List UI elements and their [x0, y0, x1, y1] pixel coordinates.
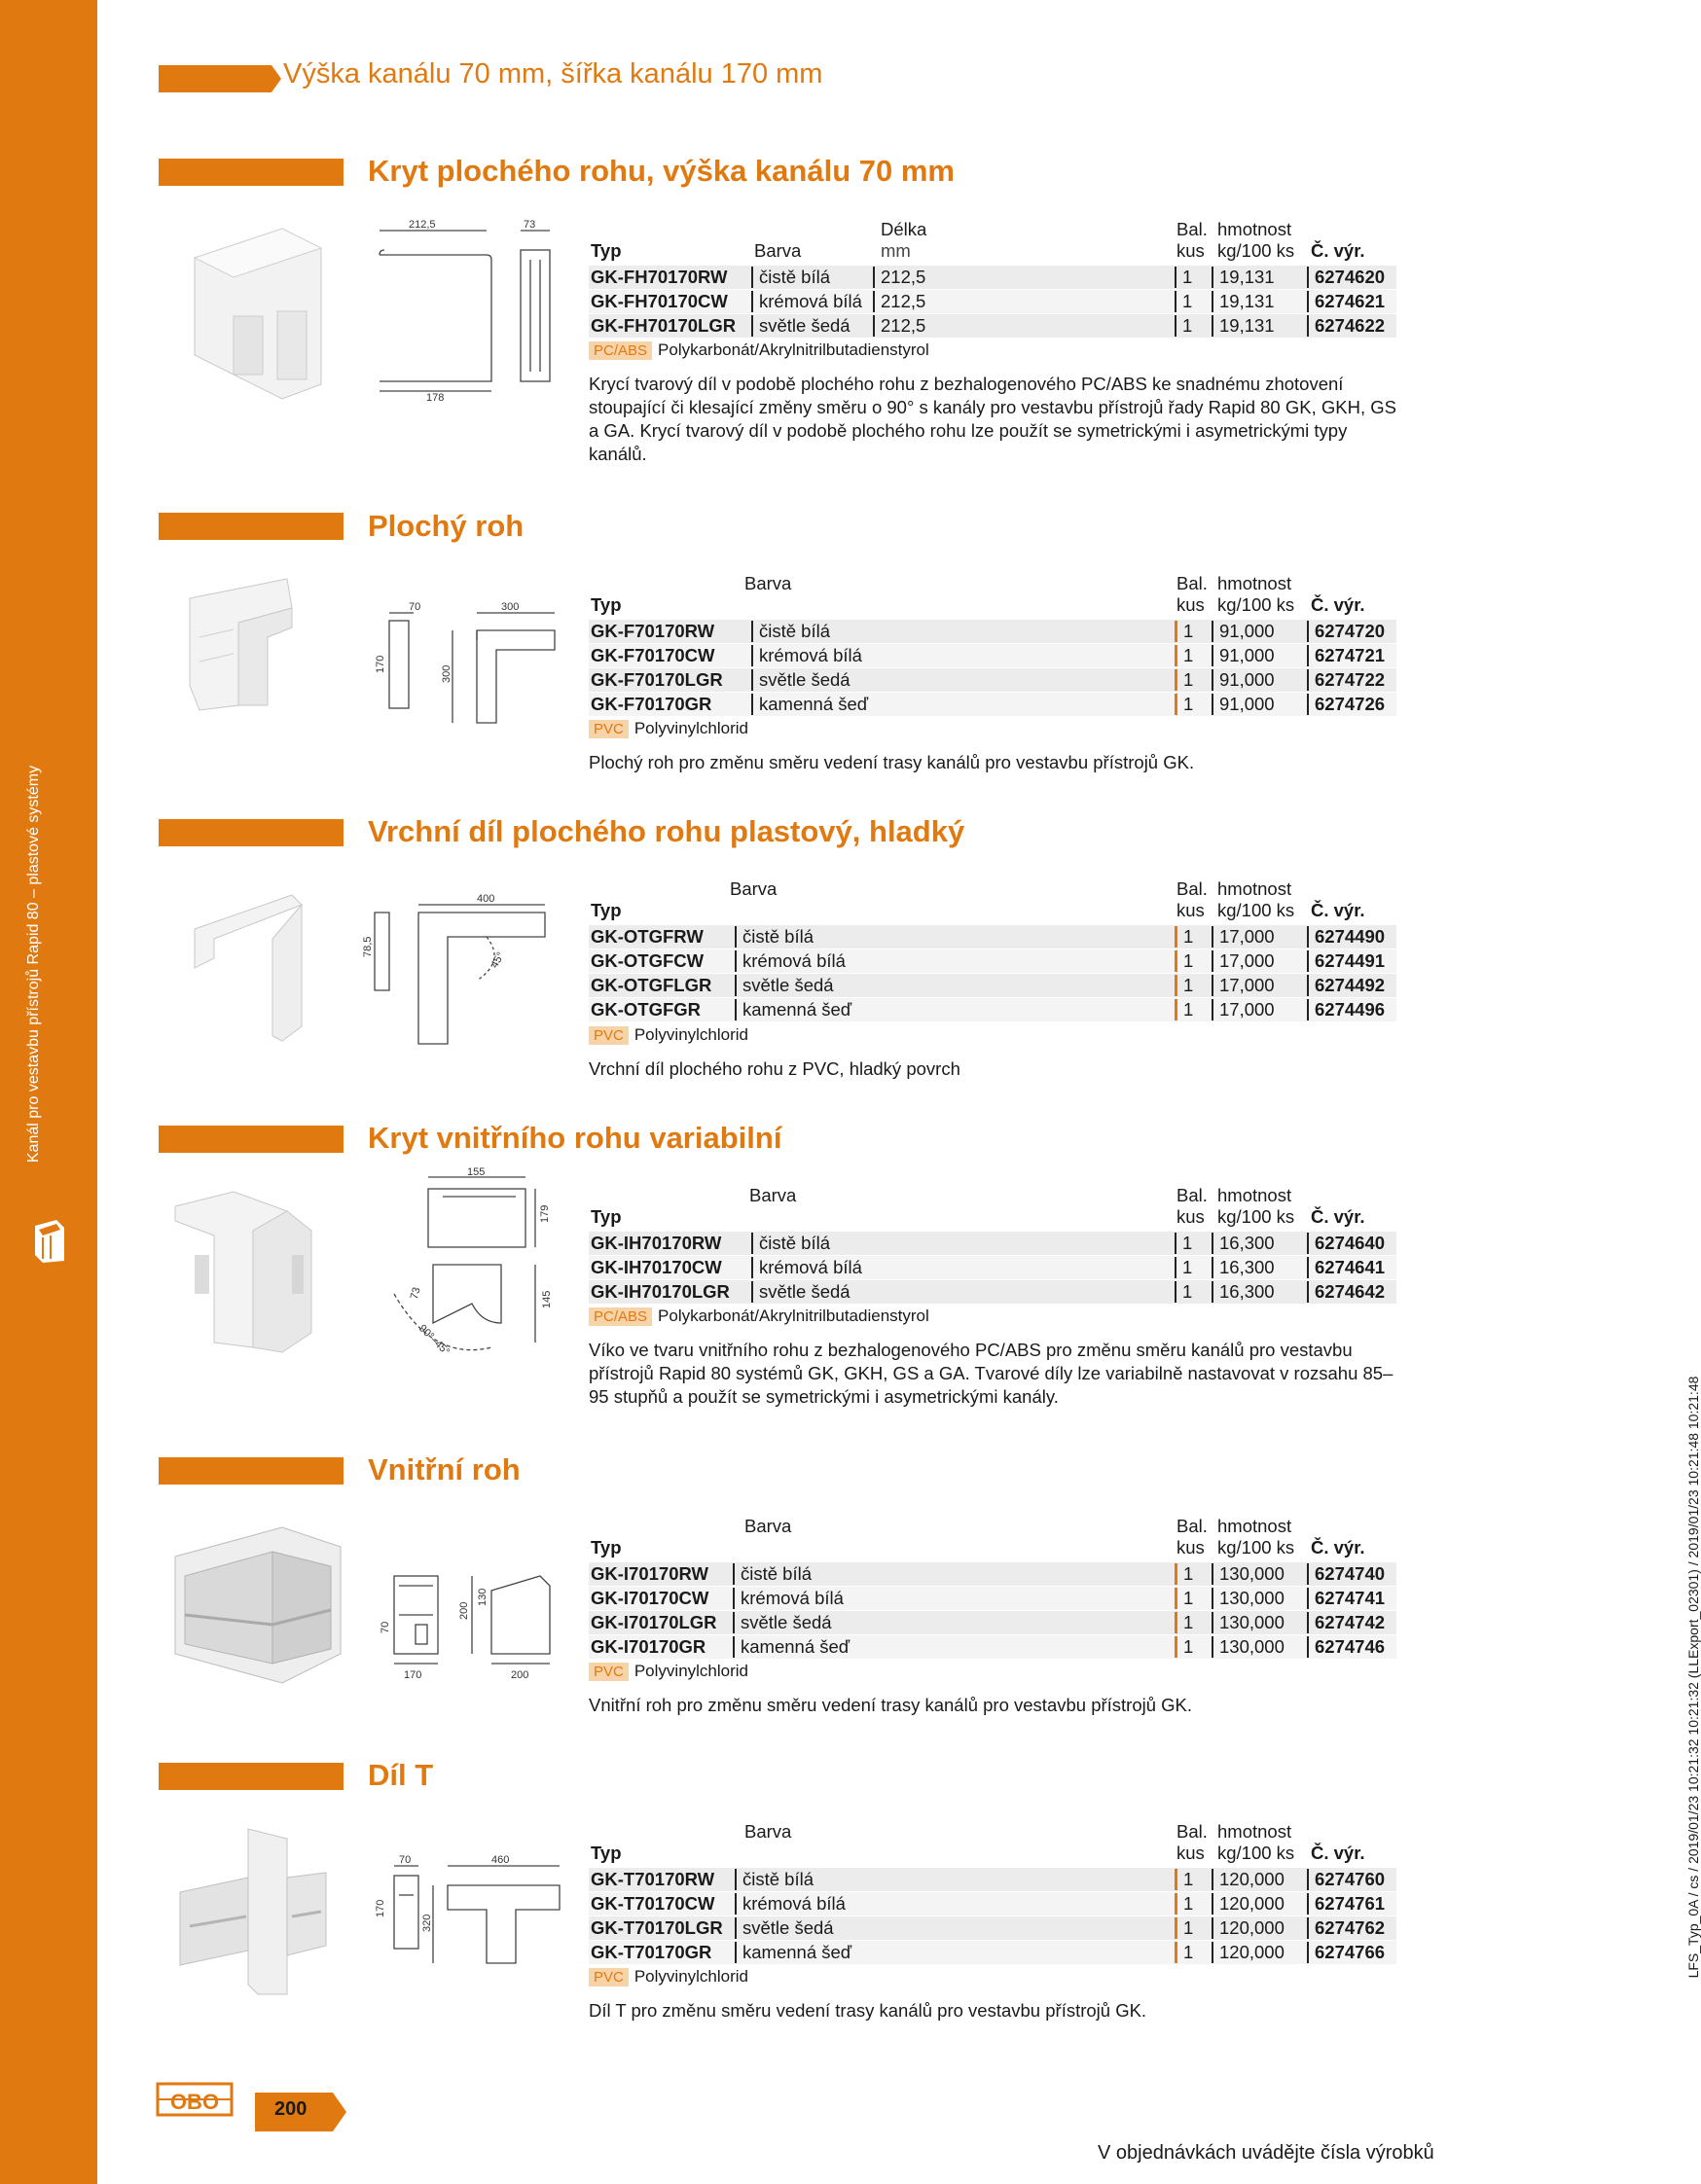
material-line: [589, 719, 748, 738]
dim-label: 70: [409, 601, 421, 613]
product-photo: [170, 1819, 355, 1999]
col-header: Typ: [591, 240, 622, 261]
col-header: Bal.: [1176, 1185, 1208, 1205]
product-photo: [165, 1187, 360, 1357]
material-badge: PVC: [589, 1968, 629, 1987]
dim-label: 145: [541, 1290, 553, 1308]
product-description: Vrchní díl plochého rohu z PVC, hladký povrch: [589, 1058, 960, 1079]
product-photo: [185, 880, 350, 1046]
sidebar-band: [0, 0, 97, 2184]
dim-label: 300: [441, 664, 452, 683]
col-header: hmotnost: [1217, 1185, 1292, 1205]
page-number: 200: [274, 2098, 308, 2120]
dim-label: 179: [539, 1204, 551, 1223]
dim-label: 155: [467, 1166, 486, 1178]
table-row: GK-FH70170LGR světle šedá 212,5 1 19,131 6274622: [589, 314, 1396, 338]
col-header: Typ: [591, 1206, 622, 1227]
dim-label: 73: [408, 1285, 423, 1301]
dim-label: 200: [511, 1669, 529, 1681]
channel-icon: [33, 1218, 66, 1263]
dim-label: 400: [477, 893, 495, 905]
col-header: Délka: [881, 219, 927, 239]
col-header: Barva: [744, 573, 792, 593]
product-table: [589, 1516, 1396, 1660]
col-header: Č. výr.: [1311, 1843, 1365, 1863]
product-table: [589, 573, 1396, 717]
material-text: Polyvinylchlorid: [633, 1967, 749, 1986]
col-header: hmotnost: [1217, 219, 1292, 239]
col-header: hmotnost: [1217, 573, 1292, 593]
dim-label: 200: [458, 1601, 470, 1620]
dim-label: 460: [491, 1854, 510, 1866]
table-row: GK-OTGFCW krémová bílá 1 17,000 6274491: [589, 949, 1396, 973]
table-row: GK-T70170LGR světle šedá 1 120,000 6274762: [589, 1916, 1396, 1940]
col-header: Barva: [754, 240, 802, 261]
section-accent: [159, 513, 344, 540]
product-description: Krycí tvarový díl v podobě plochého rohu z bezhalogenového PC/ABS ke snadnému zhotovení stoupající či klesající změny směru o 90° s kanály pro vestavbu přístrojů řady Rapid 80 GK, GKH, GS a GA. Krycí tvarový díl v podobě plochého rohu lze použít se symetrickými i asymetrickými typy kanálů.: [589, 374, 1396, 464]
col-header: Bal.: [1176, 219, 1208, 239]
material-line: [589, 1307, 929, 1326]
product-description: Plochý roh pro změnu směru vedení trasy kanálů pro vestavbu přístrojů GK.: [589, 752, 1195, 772]
col-header: Bal.: [1176, 1516, 1208, 1536]
col-header: kg/100 ks: [1217, 1206, 1295, 1227]
material-badge: PC/ABS: [589, 1307, 652, 1326]
dim-label: 70: [380, 1621, 391, 1633]
col-header: Typ: [591, 1843, 622, 1863]
table-row: GK-I70170LGR světle šedá 1 130,000 6274742: [589, 1611, 1396, 1634]
dimension-drawing: [370, 216, 564, 404]
product-table: [589, 1821, 1396, 1965]
header-accent: [159, 65, 271, 92]
obo-logo: [156, 2082, 234, 2117]
dim-label: 130: [477, 1588, 489, 1606]
table-row: GK-F70170GR kamenná šeď 1 91,000 6274726: [589, 693, 1396, 716]
section-accent: [159, 1763, 344, 1790]
col-header: hmotnost: [1217, 878, 1292, 899]
col-header: Bal.: [1176, 573, 1208, 593]
material-line: [589, 1025, 748, 1045]
table-row: GK-F70170CW krémová bílá 1 91,000 6274721: [589, 644, 1396, 667]
dimension-drawing: [370, 601, 564, 728]
col-header: Typ: [591, 594, 622, 615]
col-header: hmotnost: [1217, 1821, 1292, 1842]
material-line: [589, 1662, 748, 1681]
table-row: GK-IH70170CW krémová bílá 1 16,300 6274641: [589, 1256, 1396, 1279]
footer-note: V objednávkách uvádějte čísla výrobků: [1098, 2142, 1434, 2164]
section-accent: [159, 1126, 344, 1153]
col-header: kus: [1176, 1206, 1205, 1227]
col-header: Typ: [591, 900, 622, 920]
col-header: Bal.: [1176, 1821, 1208, 1842]
section-title: Díl T: [368, 1758, 434, 1792]
col-header: Typ: [591, 1537, 622, 1557]
section-title: Kryt vnitřního rohu variabilní: [368, 1121, 782, 1155]
product-description: Vnitřní roh pro změnu směru vedení trasy kanálů pro vestavbu přístrojů GK.: [589, 1695, 1193, 1715]
product-table: [589, 219, 1396, 339]
dim-label: 45°: [489, 949, 508, 971]
col-header: kus: [1176, 1537, 1205, 1557]
product-table: [589, 1185, 1396, 1305]
table-row: GK-I70170RW čistě bílá 1 130,000 6274740: [589, 1562, 1396, 1586]
dimension-drawing: [375, 1167, 569, 1377]
col-header: kg/100 ks: [1217, 1537, 1295, 1557]
product-photo: [180, 569, 355, 715]
dimension-drawing: [360, 893, 555, 1049]
table-row: GK-OTGFRW čistě bílá 1 17,000 6274490: [589, 925, 1396, 949]
dim-label: 178: [426, 392, 445, 404]
material-badge: PVC: [589, 720, 629, 738]
section-accent: [159, 1457, 344, 1485]
material-badge: PVC: [589, 1663, 629, 1681]
product-photo: [175, 219, 370, 404]
dim-label: 78,5: [362, 936, 374, 957]
logo-text: OBO: [169, 2090, 220, 2114]
table-row: GK-FH70170RW čistě bílá 212,5 1 19,131 6274620: [589, 266, 1396, 289]
col-header: Bal.: [1176, 878, 1208, 899]
product-description: Víko ve tvaru vnitřního rohu z bezhalogenového PC/ABS pro změnu směru kanálů pro vestavbu přístrojů Rapid 80 systémů GK, GKH, GS a GA. Tvarové díly lze variabilně nastavovat v rozsahu 85–95 stupňů a použít se symetrickými i asymetrickými kanály.: [589, 1340, 1393, 1407]
col-header: Barva: [730, 878, 778, 899]
col-header: Barva: [744, 1821, 792, 1842]
col-header: hmotnost: [1217, 1516, 1292, 1536]
dim-label: 170: [375, 655, 386, 673]
table-row: GK-OTGFGR kamenná šeď 1 17,000 6274496: [589, 998, 1396, 1021]
table-row: GK-IH70170LGR světle šedá 1 16,300 6274642: [589, 1280, 1396, 1304]
page-title: Výška kanálu 70 mm, šířka kanálu 170 mm: [283, 58, 823, 90]
table-row: GK-T70170GR kamenná šeď 1 120,000 6274766: [589, 1941, 1396, 1964]
col-header: Č. výr.: [1311, 240, 1365, 261]
dim-label: 73: [524, 219, 536, 231]
table-row: GK-FH70170CW krémová bílá 212,5 1 19,131 6274621: [589, 290, 1396, 313]
section-accent: [159, 159, 344, 186]
col-header: Č. výr.: [1311, 900, 1365, 920]
col-header: Č. výr.: [1311, 594, 1365, 615]
col-header: Barva: [744, 1516, 792, 1536]
section-title: Kryt plochého rohu, výška kanálu 70 mm: [368, 154, 955, 188]
sidebar-text: Kanál pro vestavbu přístrojů Rapid 80 – plastové systémy: [25, 765, 42, 1164]
material-badge: PVC: [589, 1026, 629, 1045]
section-title: Plochý roh: [368, 509, 525, 543]
product-description: Díl T pro změnu směru vedení trasy kanálů pro vestavbu přístrojů GK.: [589, 2000, 1147, 2021]
material-text: Polyvinylchlorid: [633, 719, 749, 737]
table-row: GK-F70170LGR světle šedá 1 91,000 6274722: [589, 668, 1396, 692]
material-text: Polykarbonát/Akrylnitrilbutadienstyrol: [658, 340, 929, 359]
dim-label: 70: [399, 1854, 412, 1866]
material-text: Polyvinylchlorid: [633, 1662, 749, 1680]
dimension-drawing: [370, 1856, 564, 1978]
table-row: GK-I70170CW krémová bílá 1 130,000 6274741: [589, 1587, 1396, 1610]
material-text: Polyvinylchlorid: [633, 1025, 749, 1044]
col-header: kus: [1176, 240, 1205, 261]
material-line: [589, 340, 929, 360]
table-row: GK-I70170GR kamenná šeď 1 130,000 6274746: [589, 1635, 1396, 1659]
dim-label: 212,5: [409, 219, 436, 231]
dim-label: 170: [375, 1899, 386, 1917]
section-title: Vrchní díl plochého rohu plastový, hladký: [368, 814, 965, 848]
product-photo: [165, 1518, 360, 1693]
dim-label: 320: [421, 1914, 433, 1932]
col-header: kg/100 ks: [1217, 1843, 1295, 1863]
table-row: GK-IH70170RW čistě bílá 1 16,300 6274640: [589, 1232, 1396, 1255]
col-header: kus: [1176, 1843, 1205, 1863]
dim-label: 90°–45°: [416, 1322, 452, 1358]
section-accent: [159, 819, 344, 846]
col-header: kg/100 ks: [1217, 594, 1295, 615]
material-badge: PC/ABS: [589, 341, 652, 360]
section-title: Vnitřní roh: [368, 1452, 521, 1486]
col-header: Č. výr.: [1311, 1537, 1365, 1557]
dim-label: 300: [501, 601, 520, 613]
table-row: GK-T70170RW čistě bílá 1 120,000 6274760: [589, 1868, 1396, 1891]
product-table: [589, 878, 1396, 1022]
table-row: GK-F70170RW čistě bílá 1 91,000 6274720: [589, 620, 1396, 643]
col-header: kg/100 ks: [1217, 240, 1295, 261]
dimension-drawing: [375, 1566, 560, 1693]
col-header: kus: [1176, 594, 1205, 615]
col-header: Barva: [749, 1185, 797, 1205]
col-header: mm: [881, 240, 911, 261]
col-header: kg/100 ks: [1217, 900, 1295, 920]
col-header: kus: [1176, 900, 1205, 920]
print-metadata: LFS_Typ_0A / cs / 2019/01/23 10:21:32 10:21:32 (LLExport_02301) / 2019/01/23 10:21:48 10:21:48: [1685, 1376, 1701, 1979]
table-row: GK-OTGFLGR světle šedá 1 17,000 6274492: [589, 974, 1396, 997]
dim-label: 170: [404, 1669, 422, 1681]
col-header: Č. výr.: [1311, 1206, 1365, 1227]
material-text: Polykarbonát/Akrylnitrilbutadienstyrol: [658, 1307, 929, 1325]
material-line: [589, 1967, 748, 1987]
table-row: GK-T70170CW krémová bílá 1 120,000 6274761: [589, 1892, 1396, 1915]
